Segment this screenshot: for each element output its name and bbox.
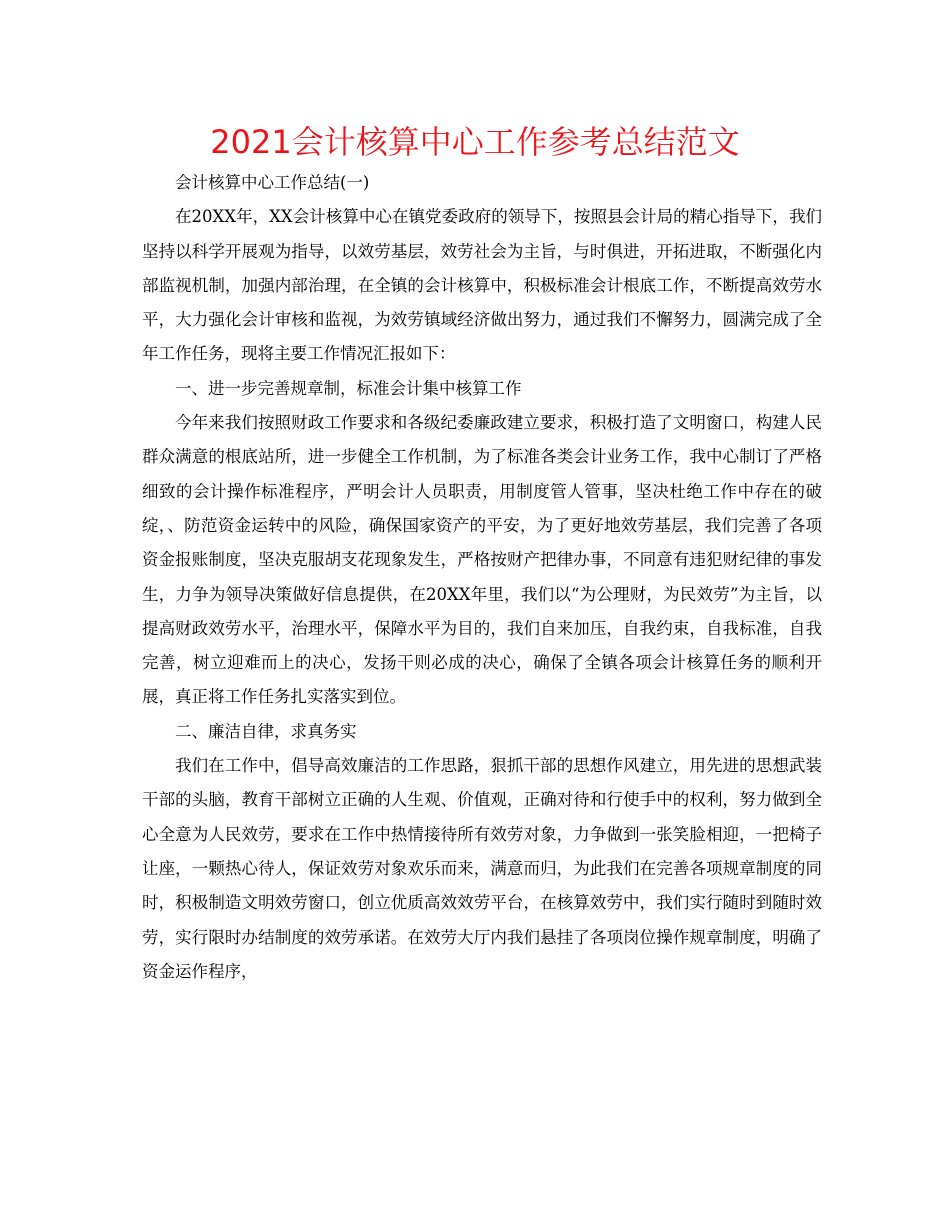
section-heading-2: 二、廉洁自律，求真务实 [175,721,357,741]
section-heading-1: 一、进一步完善规章制，标准会计集中核算工作 [175,378,522,398]
paragraph-section-2: 我们在工作中，倡导高效廉洁的工作思路，狠抓干部的思想作风建立，用先进的思想武装干部的头脑，教育干部树立正确的人生观、价值观，正确对待和行使手中的权利，努力做到全心全意为人民效劳，要求在工作中热情接待所有效劳对象，力争做到一张笑脸相迎，一把椅子让座，一颗热心待人，保证效劳对象欢乐而来，满意而归，为此我们在完善各项规章制度的同时，积极制造文明效劳窗口，创立优质高效效劳平台，在核算效劳中，我们实行随时到随时效劳，实行限时办结制度的效劳承诺。在效劳大厅内我们悬挂了各项岗位操作规章制度，明确了资金运作程序， [142,756,822,981]
paragraph-intro: 在20XX年，XX会计核算中心在镇党委政府的领导下，按照县会计局的精心指导下，我们坚持以科学开展观为指导，以效劳基层，效劳社会为主旨，与时俱进，开拓进取，不断强化内部监视机制，加强内部治理，在全镇的会计核算中，积极标准会计根底工作，不断提高效劳水平，大力强化会计审核和监视，为效劳镇域经济做出努力，通过我们不懈努力，圆满完成了全年工作任务，现将主要工作情况汇报如下： [142,207,822,364]
paragraph-section-1: 今年来我们按照财政工作要求和各级纪委廉政建立要求，积极打造了文明窗口，构建人民群众满意的根底站所，进一步健全工作机制，为了标准各类会计业务工作，我中心制订了严格细致的会计操作标准程序，严明会计人员职责，用制度管人管事，坚决杜绝工作中存在的破绽，、防范资金运转中的风险，确保国家资产的平安，为了更好地效劳基层，我们完善了各项资金报账制度，坚决克服胡支花现象发生，严格按财产把律办事，不同意有违犯财纪律的事发生，力争为领导决策做好信息提供，在20XX年里，我们以“为公理财，为民效劳”为主旨，以提高财政效劳水平，治理水平，保障水平为目的，我们自来加压，自我约束，自我标准，自我完善，树立迎难而上的决心，发扬干则必成的决心，确保了全镇各项会计核算任务的顺利开展，真正将工作任务扎实落实到位。 [142,413,822,707]
section-subtitle: 会计核算中心工作总结(一) [175,173,370,192]
document-title: 2021会计核算中心工作参考总结范文 [210,123,740,161]
document-body [142,166,822,989]
